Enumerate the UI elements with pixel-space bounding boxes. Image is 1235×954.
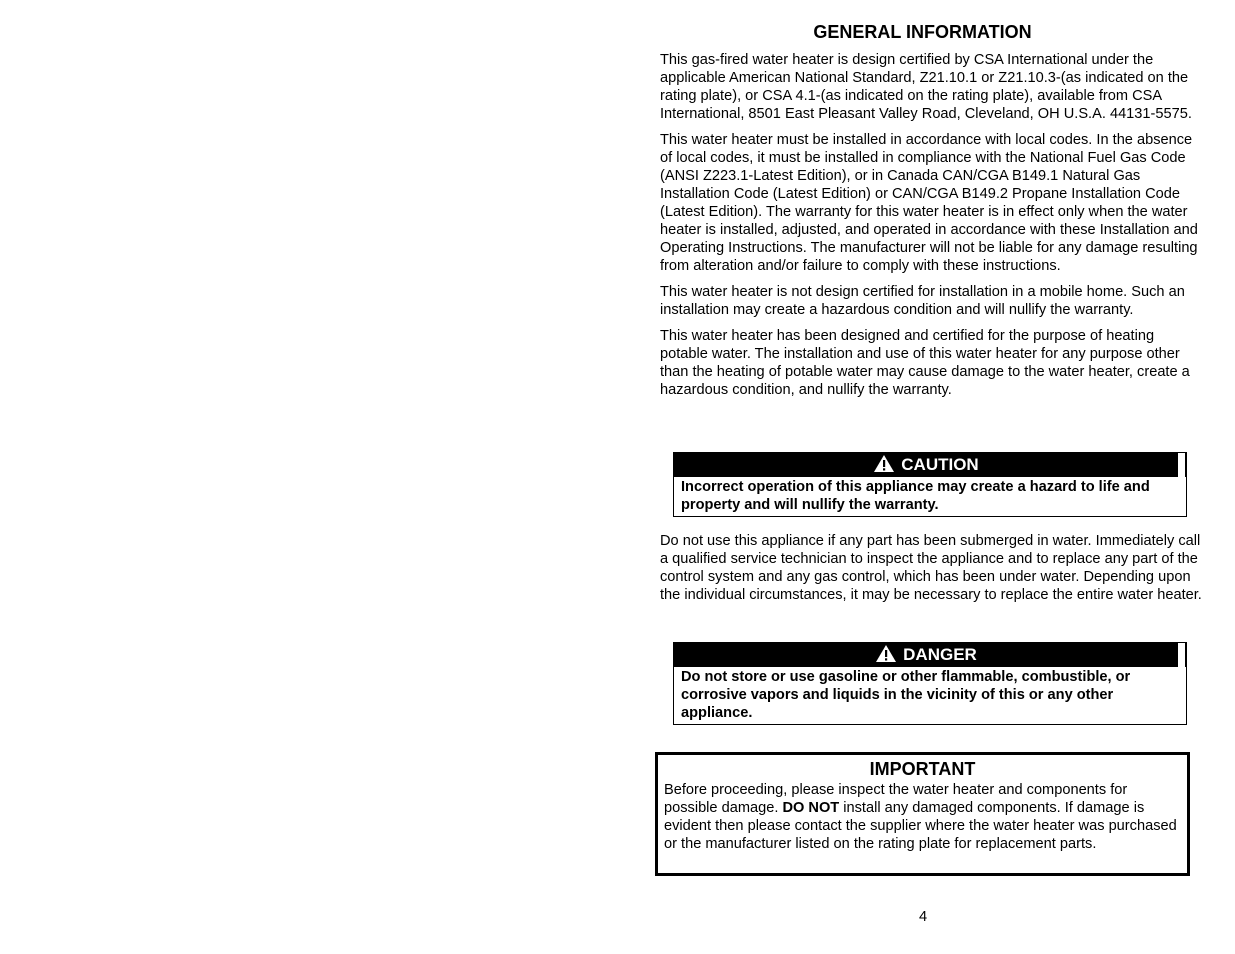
caution-box (673, 452, 1187, 517)
installation-codes-paragraph: This water heater must be installed in accordance with local codes. In the absence of local codes, it must be installed in compliance with the National Fuel Gas Code (ANSI Z223.1-Latest Edition), or in Canada CAN/CGA B149.1 Natural Gas Installation Code (Latest Edition) or CAN/CGA B149.2 Propane Installation Code (Latest Edition). The warranty for this water heater is in effect only when the water heater is installed, adjusted, and operated in accordance with these Installation and Operating Instructions. The manufacturer will not be liable for any damage resulting from alteration and/or failure to comply with these instructions. (660, 132, 1198, 274)
general-information-section (660, 22, 1205, 407)
important-box (655, 752, 1190, 876)
important-title: IMPORTANT (869, 759, 976, 779)
important-text (664, 781, 1181, 853)
caution-header (674, 453, 1186, 477)
page-number: 4 (918, 909, 928, 925)
danger-box (673, 642, 1187, 725)
section-heading: GENERAL INFORMATION (813, 22, 1032, 42)
danger-label: DANGER (903, 645, 977, 664)
submerged-paragraph: Do not use this appliance if any part has been submerged in water. Immediately call a qualified service technician to inspect the appliance and to replace any part of the control system and any gas control, which has been under water. Depending upon the individual circumstances, it may be necessary to replace the entire water heater. (660, 533, 1202, 603)
caution-text: Incorrect operation of this appliance may create a hazard to life and property and will nullify the warranty. (681, 479, 1150, 513)
important-text-before: Before proceeding, please inspect the water heater and components for possible damage. (664, 782, 1128, 816)
important-text-after: install any damaged components. If damage is evident then please contact the supplier where the water heater was purchased or the manufacturer listed on the rating plate for replacement parts. (664, 800, 1177, 852)
danger-header (674, 643, 1186, 667)
certification-paragraph: This gas-fired water heater is design certified by CSA International under the applicable American National Standard, Z21.10.1 or Z21.10.3-(as indicated on the rating plate), or CSA 4.1-(as indicated on the rating plate), available from CSA International, 8501 East Pleasant Valley Road, Cleveland, OH U.S.A. 44131-5575. (660, 52, 1192, 122)
potable-water-paragraph: This water heater has been designed and certified for the purpose of heating potable water. The installation and use of this water heater for any purpose other than the heating of potable water may cause damage to the water heater, create a hazardous condition, and nullify the warranty. (660, 328, 1190, 398)
danger-text: Do not store or use gasoline or other flammable, combustible, or corrosive vapors and liquids in the vicinity of this or any other appliance. (681, 669, 1131, 721)
mobile-home-paragraph: This water heater is not design certified for installation in a mobile home. Such an installation may create a hazardous condition and will nullify the warranty. (660, 284, 1185, 318)
warning-triangle-icon (873, 454, 895, 473)
caution-label: CAUTION (901, 455, 979, 474)
important-text-bold: DO NOT (782, 800, 840, 816)
warning-triangle-icon (875, 644, 897, 663)
